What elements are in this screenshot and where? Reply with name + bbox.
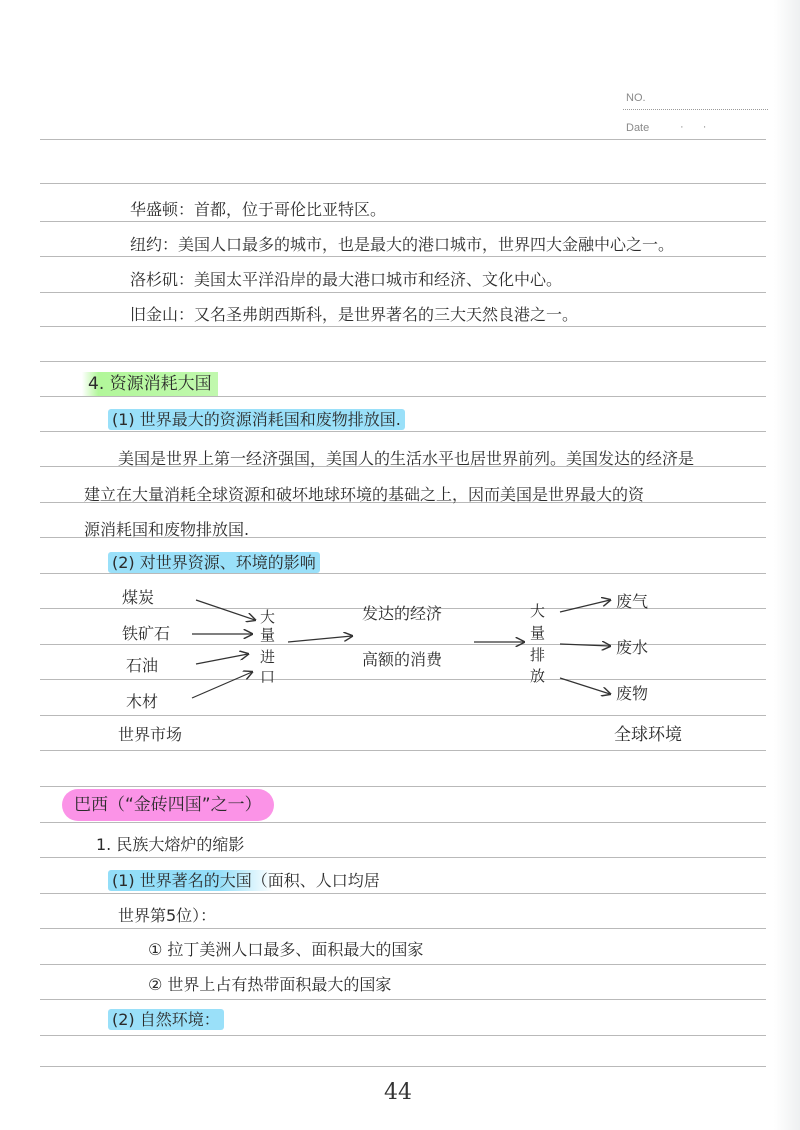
emit-char-1: 大 — [530, 602, 546, 620]
diagram-output-target: 全球环境 — [614, 725, 682, 745]
section4-para-line3: 源消耗国和废物排放国. — [84, 520, 250, 539]
diagram-input-iron: 铁矿石 — [122, 624, 171, 643]
date-label: Date — [626, 122, 650, 134]
diagram-middle-consumption: 高额的消费 — [362, 650, 443, 669]
brazil-sub1 — [108, 873, 384, 889]
section4-title: 4. 资源消耗大国 — [82, 372, 218, 396]
diagram-input-source: 世界市场 — [118, 725, 183, 744]
import-char-3: 进 — [260, 648, 276, 666]
brazil-subheading: 1. 民族大熔炉的缩影 — [96, 835, 245, 854]
page-number: 44 — [384, 1080, 412, 1105]
brazil-point-1: ① 拉丁美洲人口最多、面积最大的国家 — [148, 940, 424, 959]
date-dots: · · — [680, 121, 715, 133]
section4-sub1-text: (1) 世界最大的资源消耗国和废物排放国. — [108, 409, 405, 430]
diagram-input-wood: 木材 — [126, 692, 159, 711]
no-label: NO. — [626, 92, 646, 104]
section4-sub2-text: (2) 对世界资源、环境的影响 — [108, 552, 320, 573]
brazil-heading — [62, 797, 274, 814]
brazil-sub1-text: (1) 世界著名的大国（面积、人口均居 — [108, 870, 384, 891]
brazil-title: 巴西（“金砖四国”之一） — [62, 789, 274, 821]
import-char-1: 大 — [260, 608, 276, 626]
brazil-point-2: ② 世界上占有热带面积最大的国家 — [148, 975, 392, 994]
emit-char-2: 量 — [530, 624, 546, 642]
city-line-losangeles: 洛杉矶：美国太平洋沿岸的最大港口城市和经济、文化中心。 — [130, 270, 563, 289]
brazil-sub2 — [108, 1012, 224, 1028]
section4-para-line2: 建立在大量消耗全球资源和破坏地球环境的基础之上，因而美国是世界最大的资 — [84, 485, 645, 504]
diagram-output-water: 废水 — [616, 638, 649, 657]
diagram-middle-economy: 发达的经济 — [362, 604, 443, 623]
section4-para-line1: 美国是世界上第一经济强国，美国人的生活水平也居世界前列。美国发达的经济是 — [118, 449, 695, 468]
city-line-washington: 华盛顿：首都，位于哥伦比亚特区。 — [130, 200, 387, 219]
city-line-sanfrancisco: 旧金山：又名圣弗朗西斯科，是世界著名的三大天然良港之一。 — [130, 305, 579, 324]
diagram-output-waste: 废物 — [616, 684, 649, 703]
import-char-2: 量 — [260, 626, 276, 644]
emit-char-3: 排 — [530, 646, 546, 664]
diagram-input-coal: 煤炭 — [122, 588, 155, 607]
import-char-4: 口 — [260, 668, 276, 686]
city-line-newyork: 纽约：美国人口最多的城市，也是最大的港口城市，世界四大金融中心之一。 — [130, 235, 675, 254]
brazil-sub2-text: (2) 自然环境： — [108, 1009, 224, 1030]
emit-char-4: 放 — [530, 667, 546, 685]
diagram-input-oil: 石油 — [126, 656, 159, 675]
diagram-output-gas: 废气 — [616, 592, 649, 611]
brazil-sub1-cont: 世界第5位）： — [118, 906, 217, 925]
